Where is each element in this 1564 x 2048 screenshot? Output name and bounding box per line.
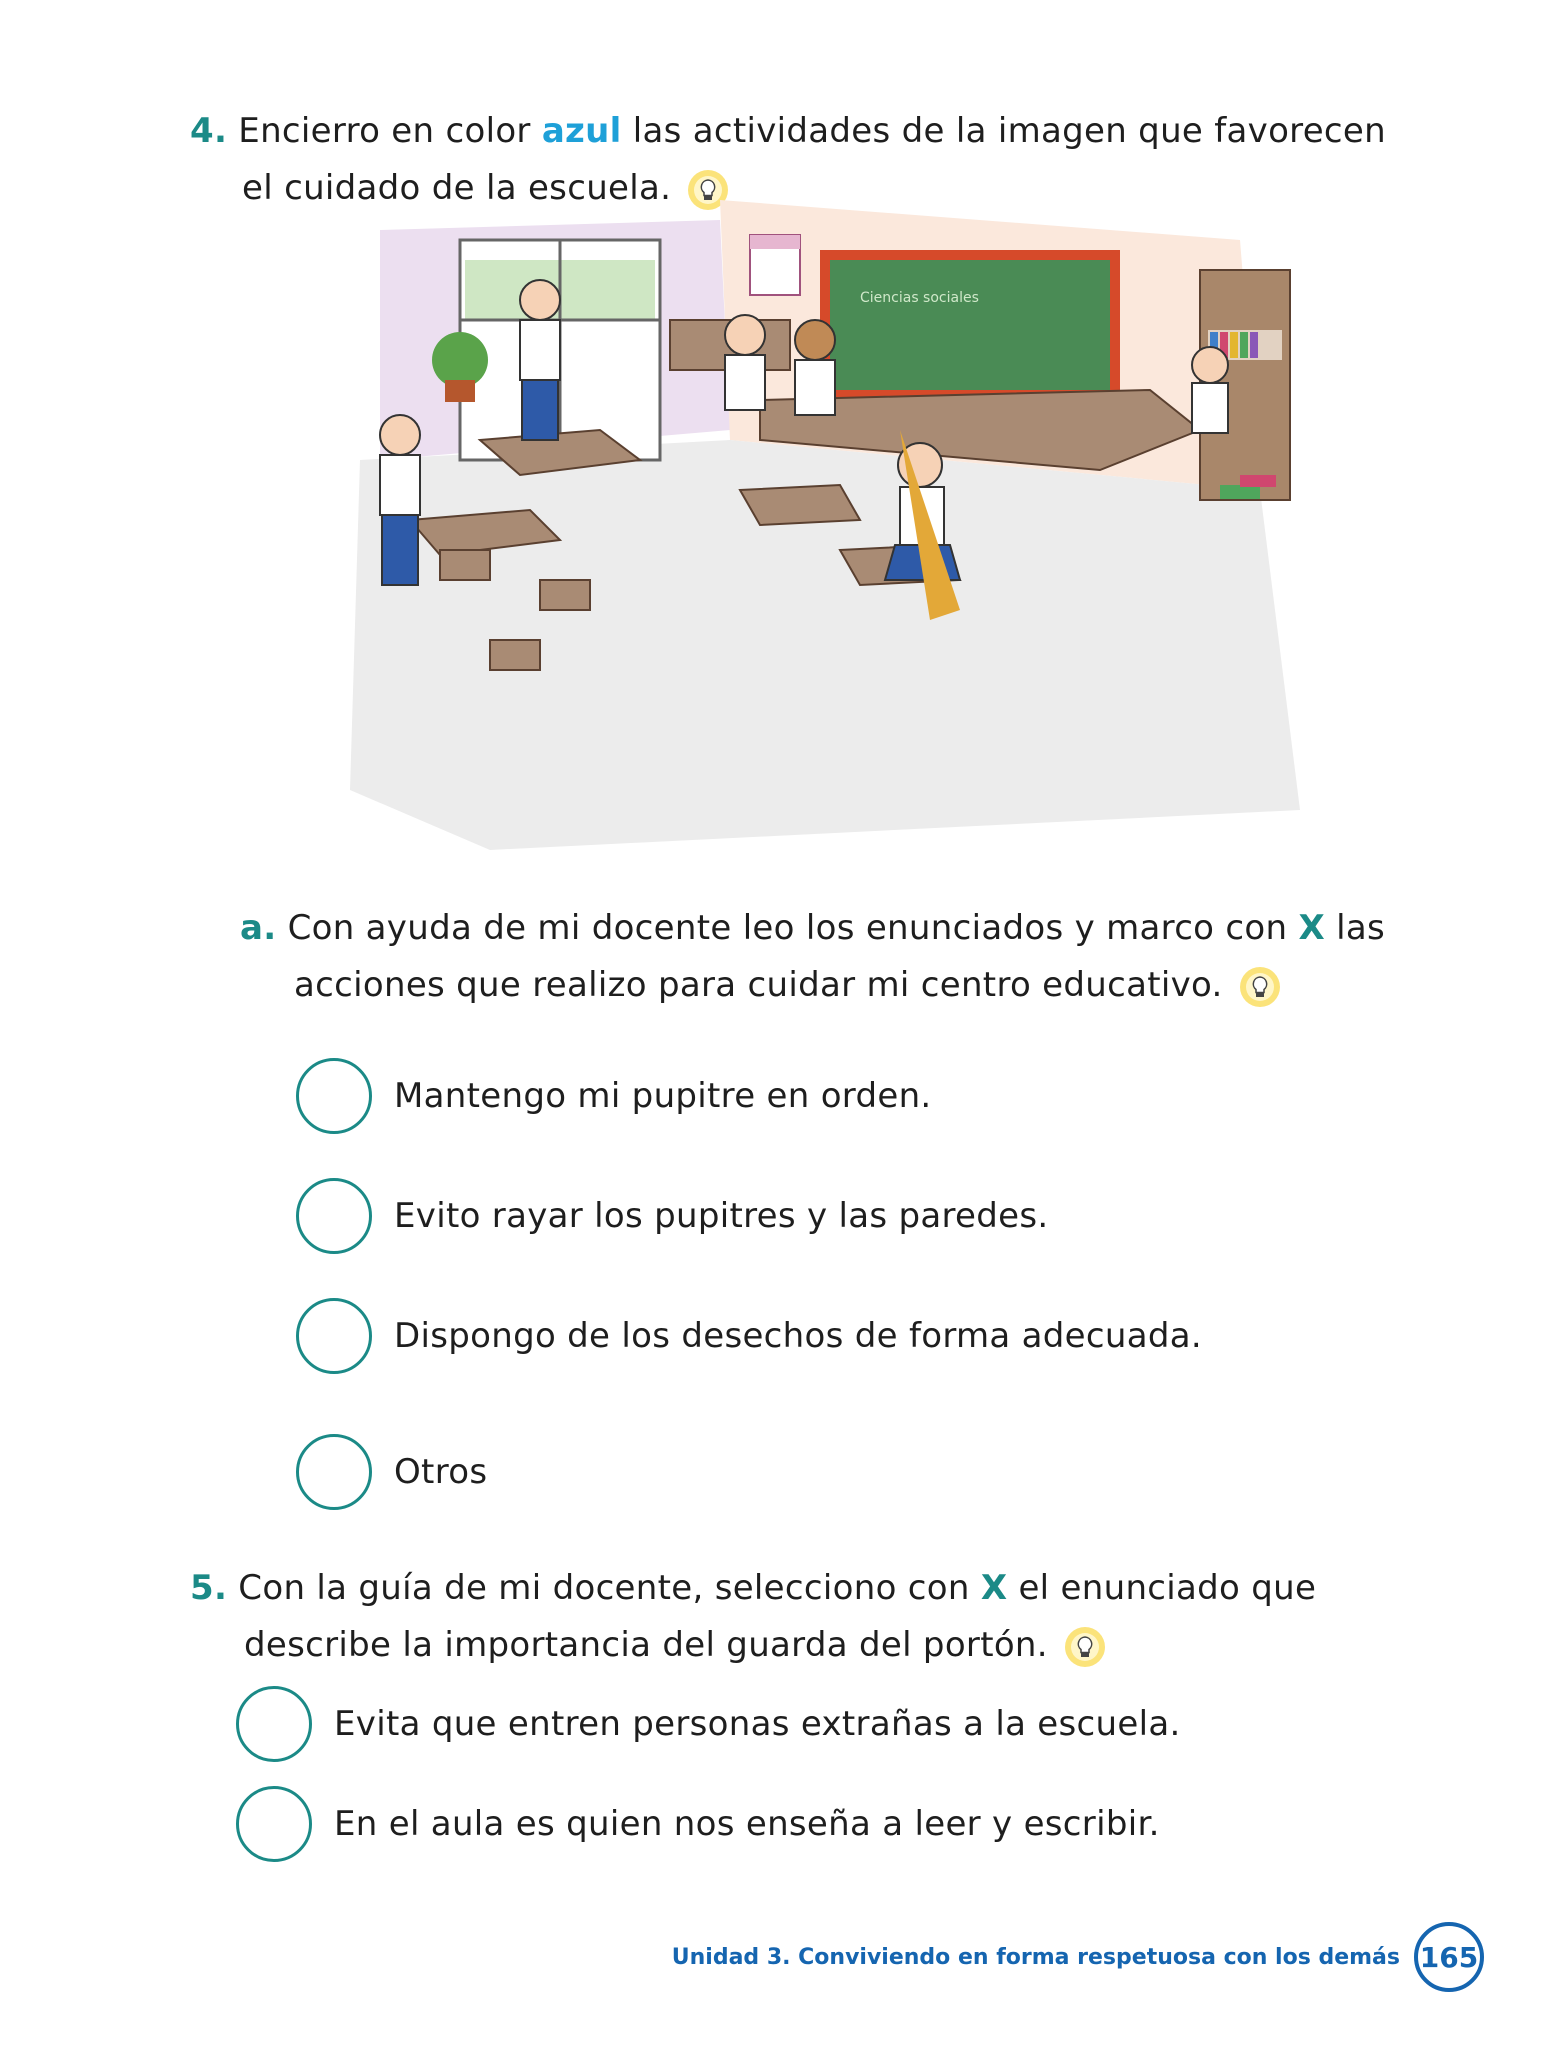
question-4-text-2: el cuidado de la escuela.	[242, 168, 672, 208]
lightbulb-icon	[1238, 965, 1282, 1009]
question-a-text-1a: Con ayuda de mi docente leo los enunciados y marco con	[287, 908, 1299, 948]
wall-calendar	[750, 235, 800, 295]
mark-x: X	[1298, 908, 1325, 948]
question-4-text-1b: las actividades de la imagen que favorecen	[621, 111, 1386, 151]
option-5-2[interactable]	[236, 1786, 1160, 1862]
option-a-1[interactable]	[296, 1058, 932, 1134]
page-number: 165	[1414, 1922, 1484, 1992]
chalkboard	[820, 250, 1120, 400]
question-4-text-1a: Encierro en color	[238, 111, 542, 151]
question-5-number: 5.	[190, 1568, 228, 1608]
option-label: Mantengo mi pupitre en orden.	[394, 1076, 932, 1116]
checkbox-circle[interactable]	[296, 1434, 372, 1510]
question-5-text-1a: Con la guía de mi docente, selecciono con	[238, 1568, 981, 1608]
checkbox-circle[interactable]	[236, 1786, 312, 1862]
question-5	[190, 1560, 1430, 1674]
question-a-letter: a.	[240, 908, 277, 948]
page-footer	[672, 1922, 1484, 1992]
checkbox-circle[interactable]	[296, 1298, 372, 1374]
color-word-azul: azul	[541, 111, 622, 151]
option-a-3[interactable]	[296, 1298, 1202, 1374]
question-5-text-2: describe la importancia del guarda del portón.	[244, 1625, 1048, 1665]
question-4-number: 4.	[190, 111, 228, 151]
question-a	[240, 900, 1440, 1014]
option-a-2[interactable]	[296, 1178, 1049, 1254]
question-5-text-1b: el enunciado que	[1007, 1568, 1317, 1608]
mark-x: X	[980, 1568, 1008, 1608]
checkbox-circle[interactable]	[296, 1178, 372, 1254]
option-label: Dispongo de los desechos de forma adecuada.	[394, 1316, 1202, 1356]
classroom-illustration	[340, 190, 1320, 860]
chalkboard-text: Ciencias sociales	[860, 290, 979, 306]
unit-title: Unidad 3. Conviviendo en forma respetuosa con los demás	[671, 1944, 1400, 1970]
question-a-text-2: acciones que realizo para cuidar mi centro educativo.	[294, 965, 1223, 1005]
option-label: Evito rayar los pupitres y las paredes.	[394, 1196, 1049, 1236]
checkbox-circle[interactable]	[236, 1686, 312, 1762]
option-5-1[interactable]	[236, 1686, 1181, 1762]
lightbulb-icon	[1063, 1625, 1107, 1669]
option-label: En el aula es quien nos enseña a leer y escribir.	[334, 1804, 1160, 1844]
option-label: Evita que entren personas extrañas a la escuela.	[334, 1704, 1181, 1744]
option-label: Otros	[394, 1452, 488, 1492]
checkbox-circle[interactable]	[296, 1058, 372, 1134]
option-a-4[interactable]	[296, 1434, 487, 1510]
question-a-text-1b: las	[1324, 908, 1385, 948]
